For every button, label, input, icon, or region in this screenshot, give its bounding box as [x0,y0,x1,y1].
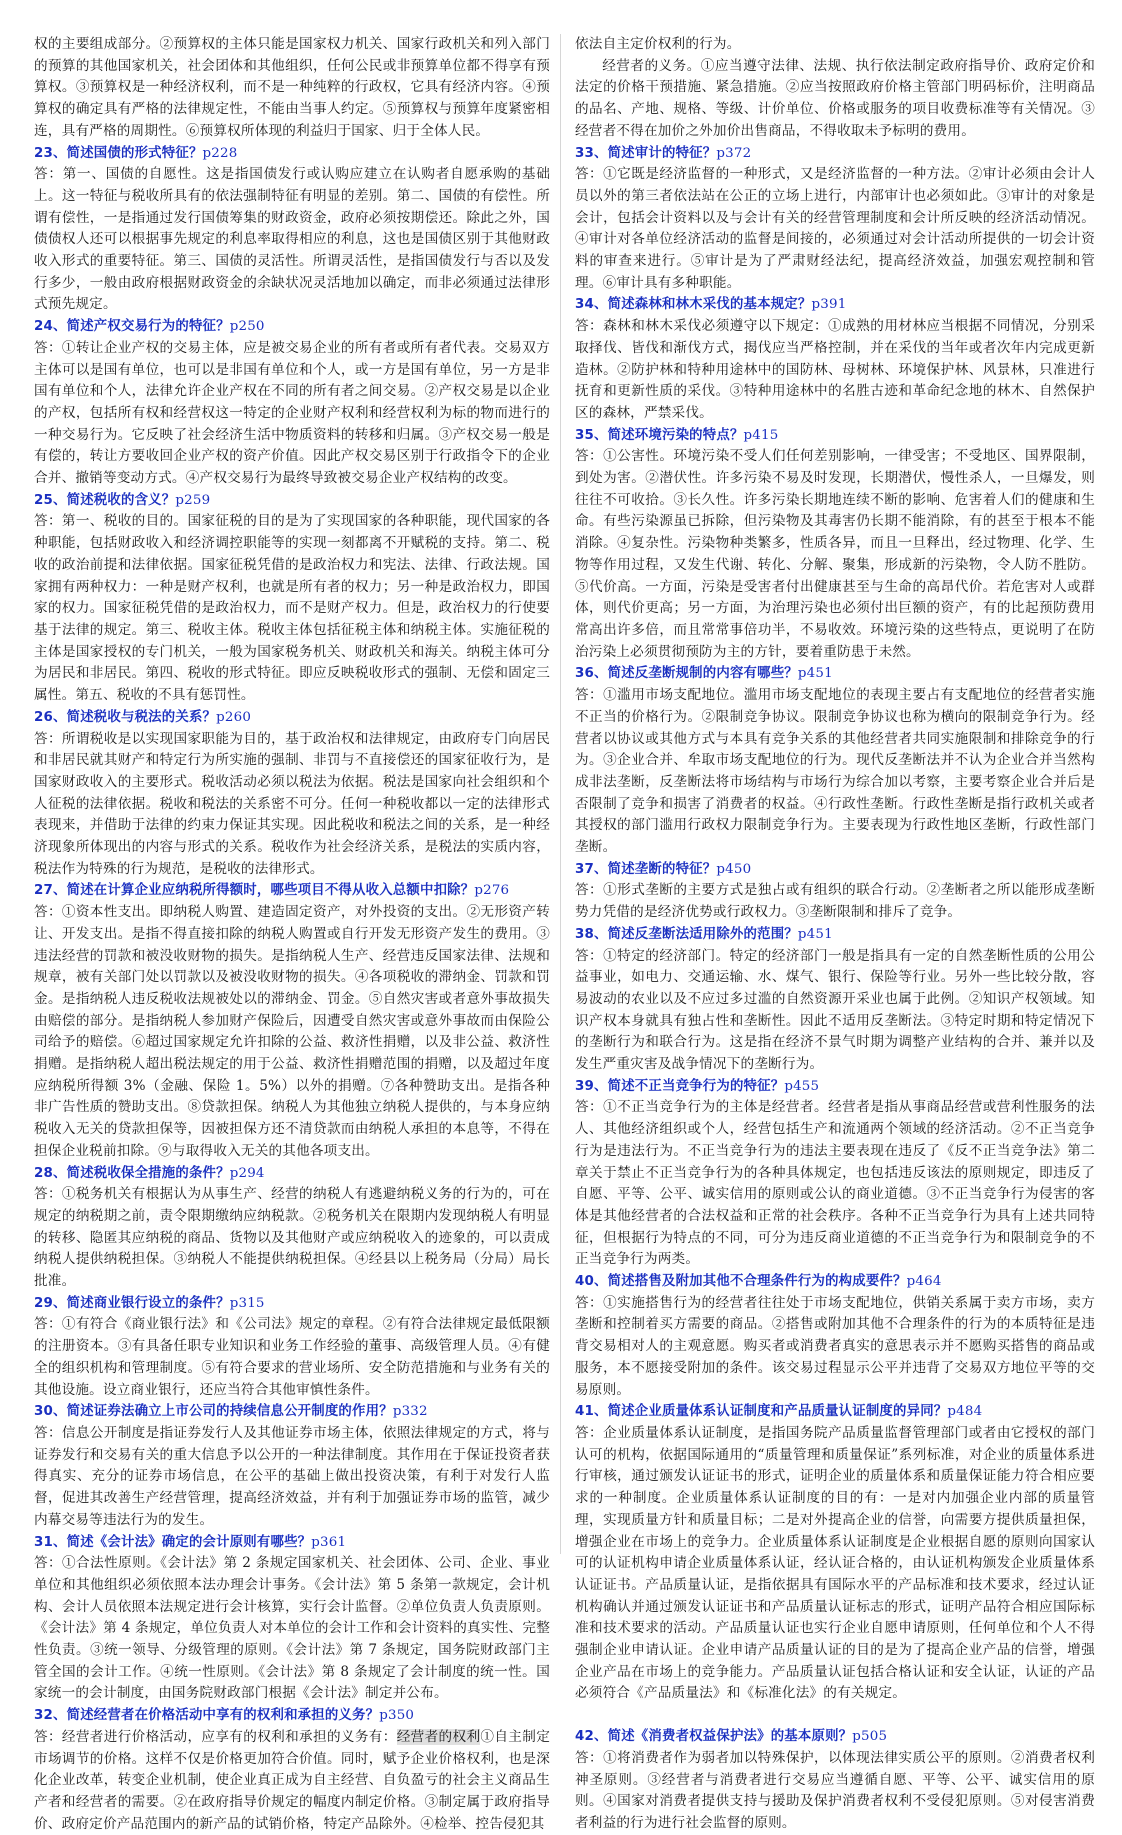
answer-text: 答：森林和林木采伐必须遵守以下规定：①成熟的用材林应当根据不同情况，分别采取择伐、皆伐和渐伐方式，揭伐应当严格控制，并在采伐的当年或者次年内完成更新造林。②防护林和特种用途林中的国防林、母树林、环境保护林、风景林，只准进行抚育和更新性质的采伐。③特种用途林中的名胜古迹和革命纪念地的林木、自然保护区的森林，严禁采伐。 [575,318,1095,421]
qa-item-42 [575,1726,1095,1835]
question-text: 39、简述不正当竞争行为的特征？ [575,1078,785,1094]
answer-text-part: 答：经营者进行价格活动，应享有的权利和承担的义务有： [34,1728,397,1745]
answer-text: 答：①税务机关有根据认为从事生产、经营的纳税人有逃避纳税义务的行为的，可在规定的纳税期之前，责令限期缴纳应纳税款。②税务机关在限期内发现纳税人有明显的转移、隐匿其应纳税的商品、货物以及其他财产或应纳税收入的迹象的，可以责成纳税人提供纳税担保。③纳税人不能提供纳税担保。④经县以上税务局（分局）局长批准。 [34,1186,550,1290]
continuation-text: 权的主要组成部分。②预算权的主体只能是国家权力机关、国家行政机关和列入部门的预算的其他国家机关，社会团体和其他组织，任何公民或非预算单位都不得享有预算权。③预算权是一种经济权利，而不是一种纯粹的行政权，它具有经济内容。④预算权的确定具有严格的法律规定性，不能由当事人约定。⑤预算权与预算年度紧密相连，具有严格的周期性。⑥预算权所体现的利益归于国家、归于全体人民。 [34,36,550,139]
question-text: 29、简述商业银行设立的条件？ [34,1295,230,1311]
qa-item-32 [34,1705,550,1835]
page-ref: p372 [716,145,752,161]
question-heading [34,880,550,902]
page-ref: p455 [784,1078,820,1094]
question-heading [34,143,550,165]
question-text: 42、简述《消费者权益保护法》的基本原则？ [575,1729,853,1745]
question-heading [575,1726,1095,1748]
answer-text: 答：①不正当竞争行为的主体是经营者。经营者是指从事商品经营或营利性服务的法人、其他经济组织或个人，经营包括生产和流通两个领域的经济活动。②不正当竞争行为是违法行为。不正当竞争行为的违法主要表现在违反了《反不正当竞争法》第二章关于禁止不正当竞争行为的各种具体规定，也包括违反该法的原则规定，即违反了自愿、平等、公平、诚实信用的原则或公认的商业道德。③不正当竞争行为侵害的客体是其他经营者的合法权益和正常的社会秩序。各种不正当竞争行为具有上述共同特征，但根据行为特点的不同，可分为违反商业道德的不正当竞争行为和限制竞争的不正当竞争行为两类。 [575,1099,1095,1268]
question-text: 23、简述国债的形式特征？ [34,145,203,161]
answer-text: 答：①形式垄断的主要方式是独占或有组织的联合行动。②垄断者之所以能形成垄断势力凭借的是经济优势或行政权力。③垄断限制和排斥了竞争。 [575,882,1095,921]
right-column [571,34,1095,1831]
answer-text: 答：①有符合《商业银行法》和《公司法》规定的章程。②有符合法律规定最低限额的注册资本。③有具备任职专业知识和业务工作经验的董事、高级管理人员。④有健全的组织机构和管理制度。⑤有符合要求的营业场所、安全防范措施和与业务有关的其他设施。设立商业银行，还应当符合其他审慎性条件。 [34,1316,550,1398]
page-ref: p276 [474,883,510,899]
answer-text: 答：信息公开制度是指证券发行人及其他证券市场主体，依照法律规定的方式，将与证券发行和交易有关的重大信息予以公开的一种法律制度。其作用在于保证投资者获得真实、充分的证券市场信息，在公平的基础上做出投资决策，有利于对发行人监督，促进其改善生产经营管理，提高经济效益，并有利于加强证券市场的监管，减少内幕交易等违法行为的发生。 [34,1425,550,1528]
question-heading [575,1076,1095,1098]
qa-item-31 [34,1532,550,1706]
answer-text: 答：①公害性。环境污染不受人们任何差别影响，一律受害；不受地区、国界限制，到处为害。②潜伏性。许多污染不易及时发现，长期潜伏，慢性杀人，一旦爆发，则往往不可收拾。③长久性。许多污染长期地连续不断的影响、危害着人们的健康和生命。有些污染源虽已拆除，但污染物及其毒害仍长期不能消除，有的甚至于根本不能消除。④复杂性。污染物种类繁多，性质各异，而且一旦释出，经过物理、化学、生物等作用过程，又发生代谢、转化、分解、聚集，形成新的污染物，令人防不胜防。⑤代价高。一方面，污染是受害者付出健康甚至与生命的高昂代价。若危害对人或群体，则代价更高；另一方面，为治理污染也必须付出巨额的资产，有的比起预防费用常高出许多倍，而且常常事倍功半，不易收效。环境污染的这些特点，更说明了在防治污染上必须贯彻预防为主的方针，要着重防患于未然。 [575,448,1095,660]
answer-text: 答：第一、国债的自愿性。这是指国债发行或认购应建立在认购者自愿承购的基础上。这一特征与税收所具有的依法强制特征有明显的差别。第二、国债的有偿性。所谓有偿性，一是指通过发行国债筹集的财政资金，政府必须按期偿还。除此之外，国债债权人还可以根据事先规定的利息率取得相应的利息，这也是国债区别于其他财政收入形式的重要特征。第三、国债的灵活性。所谓灵活性，是指国债发行与否以及发行多少，一般由政府根据财政资金的余缺状况灵活地加以确定，而非必须通过法律形式预先规定。 [34,166,550,313]
answer-text: 答：①实施搭售行为的经营者往往处于市场支配地位，供销关系属于卖方市场，卖方垄断和控制着买方需要的商品。②搭售或附加其他不合理条件的行为的本质特征是违背交易相对人的主观意愿。购买者或消费者真实的意思表示并不愿购买搭售的商品或服务，本不愿接受附加的条件。该交易过程显示公平并违背了交易双方地位平等的交易原则。 [575,1294,1095,1398]
answer-text: 答：①特定的经济部门。特定的经济部门一般是指具有一定的自然垄断性质的公用公益事业，如电力、交通运输、水、煤气、银行、保险等行业。另外一些比较分散，容易波动的农业以及不应过多过滥的自然资源开采业也属于此例。②知识产权领域。知识产权本身就具有独占性和垄断性。因此不适用反垄断法。③特定时期和特定情况下的垄断行为和联合行为。这是指在经济不景气时期为调整产业结构的合并、兼并以及发生严重灾害及战争情况下的垄断行为。 [575,947,1095,1073]
page-ref: p294 [229,1165,265,1181]
page-ref: p484 [947,1404,983,1420]
continuation-text: 依法自主定价权利的行为。 [575,36,741,52]
page-ref: p332 [392,1404,428,1420]
question-heading [34,1401,550,1423]
question-heading [34,707,550,729]
page-ref: p464 [906,1274,942,1290]
page-ref: p415 [743,427,779,443]
question-heading [34,1163,550,1185]
question-heading [575,663,1095,685]
qa-item-39 [575,1076,1095,1271]
question-text: 41、简述企业质量体系认证制度和产品质量认证制度的异同？ [575,1404,948,1420]
question-text: 25、简述税收的含义？ [34,492,176,508]
question-heading [34,490,550,512]
page-ref: p361 [311,1534,347,1550]
blank-line [575,1705,1095,1726]
continuation-paragraph: 经营者的义务。①应当遵守法律、法规、执行依法制定政府指导价、政府定价和法定的价格干预措施、紧急措施。②应当按照政府价格主管部门明码标价，注明商品的品名、产地、规格、等级、计价单位、价格或服务的项目收费标准等有关情况。③经营者不得在加价之外加价出售商品，不得收取未予标明的费用。 [575,57,1095,139]
answer-text: 答：所谓税收是以实现国家职能为目的，基于政治权和法律规定，由政府专门向居民和非居民就其财产和特定行为所实施的强制、非罚与不直接偿还的国家征收行为，是国家财政收入的主要形式。税收活动必须以税法为依据。税法是国家向社会组织和个人征税的法律依据。税收和税法的关系密不可分。任何一种税收都以一定的法律形式表现来，并借助于法律的约束力保证其实现。因此税收和税法之间的关系，是一种经济现象所体现出的内容与形式的关系。税收作为社会经济关系，是税法的实质内容，税法作为特殊的行为规范，是税收的法律形式。 [34,730,550,877]
qa-item-35 [575,425,1095,664]
page-ref: p315 [229,1295,265,1311]
qa-item-36 [575,663,1095,858]
page-ref: p505 [852,1729,888,1745]
qa-item-37 [575,859,1095,924]
question-text: 33、简述审计的特征？ [575,145,717,161]
answer-text: 答：①滥用市场支配地位。滥用市场支配地位的表现主要占有支配地位的经营者实施不正当的价格行为。②限制竞争协议。限制竞争协议也称为横向的限制竞争行为。经营者以协议或其他方式与本具有竞争关系的其他经营者共同实施限制和排除竞争的行为。③企业合并、牟取市场支配地位的行为。现代反垄断法并不认为企业合并当然构成非法垄断，反垄断法将市场结构与市场行为综合加以考察，主要考察企业合并后是否限制了竞争和损害了消费者的权益。④行政性垄断。行政性垄断是指行政机关或者其授权的部门滥用行政权力限制竞争行为。主要表现为行政性地区垄断，行政性部门垄断。 [575,687,1095,856]
qa-item-28 [34,1163,550,1293]
question-text: 37、简述垄断的特征？ [575,861,717,877]
document-page [34,34,1098,1832]
answer-text: 答：①它既是经济监督的一种形式，又是经济监督的一种方法。②审计必须由会计人员以外的第三者依法站在公正的立场上进行，内部审计也必须如此。③审计的对象是会计，包括会计资料以及与会计有关的经营管理制度和会计所反映的经济活动情况。④审计对各单位经济活动的监督是间接的，必须通过对会计活动所提供的一切会计资料的审查来进行。⑤审计是为了严肃财经法纪，提高经济效益，加强宏观控制和管理。⑥审计具有多种职能。 [575,166,1095,291]
page-ref: p250 [229,319,265,335]
page-ref: p450 [716,861,752,877]
qa-item-40 [575,1271,1095,1401]
question-text: 34、简述森林和林木采伐的基本规定？ [575,297,812,313]
page-ref: p391 [811,297,847,313]
question-text: 28、简述税收保全措施的条件？ [34,1165,230,1181]
qa-item-38 [575,924,1095,1076]
qa-item-30 [34,1401,550,1531]
highlighted-text: 经营者的权利 [396,1728,481,1745]
answer-text [34,1727,550,1835]
page-ref: p260 [216,709,252,725]
question-heading [34,1705,550,1727]
qa-item-41 [575,1401,1095,1705]
page-ref: p228 [202,145,238,161]
question-text: 40、简述搭售及附加其他不合理条件行为的构成要件？ [575,1274,907,1290]
page-ref: p259 [175,492,211,508]
left-column [34,34,560,1832]
page-ref: p451 [797,926,833,942]
page-ref: p451 [797,666,833,682]
qa-item-33 [575,143,1095,295]
qa-item-27 [34,880,550,1162]
question-heading [34,1293,550,1315]
question-text: 27、简述在计算企业应纳税所得额时，哪些项目不得从收入总额中扣除？ [34,883,475,899]
answer-text: 答：①资本性支出。即纳税人购置、建造固定资产，对外投资的支出。②无形资产转让、开发支出。是指不得直接扣除的纳税人购置或自行开发无形资产发生的费用。③违法经营的罚款和被没收财物的损失。是指纳税人生产、经营违反国家法律、法规和规章，被有关部门处以罚款以及被没收财物的损失。④各项税收的滞纳金、罚款和罚金。是指纳税人违反税收法规被处以的滞纳金、罚金。⑤自然灾害或者意外事故损失由赔偿的部分。是指纳税人参加财产保险后，因遭受自然灾害或意外事故而由保险公司给予的赔偿。⑥超过国家规定允许扣除的公益、救济性捐赠，以及非公益、救济性捐赠。是指纳税人超出税法规定的用于公益、救济性捐赠范围的捐赠，以及超过年度应纳税所得额 3%（金融、保险 1。5%）以外的捐赠。⑦各种赞助支出。是指各种非广告性质的赞助支出。⑧贷款担保。纳税人为其他独立纳税人提供的，与本身应纳税收入无关的贷款担保等，因被担保方还不清贷款而由纳税人承担的本息等，不得在担保企业税前扣除。⑨与取得收入无关的其他各项支出。 [34,904,550,1159]
question-heading [575,1401,1095,1423]
question-text: 32、简述经营者在价格活动中享有的权利和承担的义务？ [34,1708,380,1724]
question-text: 35、简述环境污染的特点？ [575,427,744,443]
qa-item-25 [34,490,550,707]
answer-text-part: ①自主制定市场调节的价格。这样不仅是价格更加符合价值。同时，赋予企业价格权利，也是深化企业改革，转变企业机制，使企业真正成为自主经营、自负盈亏的社会主义商品生产者和经营者的需要。②在政府指导价规定的幅度内制定价格。③制定属于政府指导价、政府定价产品范围内的新产品的试销价格，特定产品除外。④检举、控告侵犯其 [34,1728,550,1832]
answer-text: 答：①合法性原则。《会计法》第 2 条规定国家机关、社会团体、公司、企业、事业单位和其他组织必须依照本法办理会计事务。《会计法》第 5 条第一款规定，会计机构、会计人员依照本法规定进行会计核算，实行会计监督。②单位负责人负责原则。《会计法》第 4 条规定，单位负责人对本单位的会计工作和会计资料的真实性、完整性负责。③统一领导、分级管理的原则。《会计法》第 7 条规定，国务院财政部门主管全国的会计工作。④统一性原则。《会计法》第 8 条规定了会计制度的统一性。国家统一的会计制度，由国务院财政部门根据《会计法》制定并公布。 [34,1555,550,1702]
question-heading [575,294,1095,316]
question-heading [34,316,550,338]
answer-text: 答：①将消费者作为弱者加以特殊保护，以体现法律实质公平的原则。②消费者权利神圣原则。③经营者与消费者进行交易应当遵循自愿、平等、公平、诚实信用的原则。④国家对消费者提供支持与援助及保护消费者权利不受侵犯原则。⑤对侵害消费者利益的行为进行社会监督的原则。 [575,1749,1095,1831]
column-divider [560,34,561,1554]
qa-item-29 [34,1293,550,1402]
qa-item-24 [34,316,550,490]
question-text: 36、简述反垄断规制的内容有哪些？ [575,666,798,682]
qa-item-34 [575,294,1095,424]
question-heading [34,1532,550,1554]
answer-text: 答：第一、税收的目的。国家征税的目的是为了实现国家的各种职能，现代国家的各种职能，包括财政收入和经济调控职能等的实现一刻都离不开赋税的支持。第二、税收的政治前提和法律依据。国家征税凭借的是政治权力和宪法、法律、行政法规。国家拥有两种权力：一种是财产权利，也就是所有者的权力；另一种是政治权力，即国家的权力。国家征税凭借的是政治权力，而不是财产权力。但是，政治权力的行使要基于法律的规定。第三、税收主体。税收主体包括征税主体和纳税主体。实施征税的主体是国家授权的专门机关，一般为国家税务机关、财政机关和海关。纳税主体可分为居民和非居民。第四、税收的形式特征。即应反映税收形式的强制、无偿和固定三属性。第五、税收的不具有惩罚性。 [34,513,550,704]
qa-item-26 [34,707,550,881]
answer-text: 答：①转让企业产权的交易主体，应是被交易企业的所有者或所有者代表。交易双方主体可以是国有单位，也可以是非国有单位和个人，或一方是国有单位，另一方是非国有单位和个人，法律允许企业产权在不同的所有者之间交易。②产权交易是以企业的产权，包括所有权和经营权这一特定的企业财产权利和经营权利为标的物而进行的一种交易行为。它反映了社会经济生活中物质资料的转移和归属。③产权交易一般是有偿的，转让方要收回企业产权的资产价值。因此产权交易区别于行政指令下的企业合并、撤销等变动方式。④产权交易行为最终导致被交易企业产权结构的改变。 [34,339,550,487]
question-text: 24、简述产权交易行为的特征？ [34,319,230,335]
question-text: 31、简述《会计法》确定的会计原则有哪些？ [34,1534,312,1550]
qa-item-23 [34,143,550,317]
question-heading [575,425,1095,447]
question-heading [575,859,1095,881]
question-text: 30、简述证券法确立上市公司的持续信息公开制度的作用？ [34,1404,393,1420]
question-heading [575,924,1095,946]
question-text: 38、简述反垄断法适用除外的范围？ [575,926,798,942]
question-heading [575,1271,1095,1293]
answer-text: 答：企业质量体系认证制度，是指国务院产品质量监督管理部门或者由它授权的部门认可的机构，依据国际通用的“质量管理和质量保证”系列标准，对企业的质量体系进行审核，通过颁发认证证书的形式，证明企业的质量体系和质量保证能力符合相应要求的一种制度。企业质量体系认证制度的目的有：一是对内加强企业内部的质量管理，实现质量方针和质量目标；二是对外提高企业的信誉，向需要方提供质量担保，增强企业在市场上的竞争力。企业质量体系认证制度是企业根据自愿的原则向国家认可的认证机构申请企业质量体系认证，经认证合格的，由认证机构颁发企业质量体系认证证书。产品质量认证，是指依据具有国际水平的产品标准和技术要求，经过认证机构确认并通过颁发认证证书和产品质量认证标志的形式，证明产品符合相应国际标准和技术要求的活动。产品质量认证也实行企业自愿申请原则，任何单位和个人不得强制企业申请认证。企业申请产品质量认证的目的是为了提高企业产品的信誉，增强企业产品在市场上的竞争能力。产品质量认证包括合格认证和安全认证，认证的产品必须符合《产品质量法》和《标准化法》的有关规定。 [575,1425,1095,1702]
question-text: 26、简述税收与税法的关系？ [34,709,217,725]
page-ref: p350 [379,1708,415,1724]
question-heading [575,143,1095,165]
